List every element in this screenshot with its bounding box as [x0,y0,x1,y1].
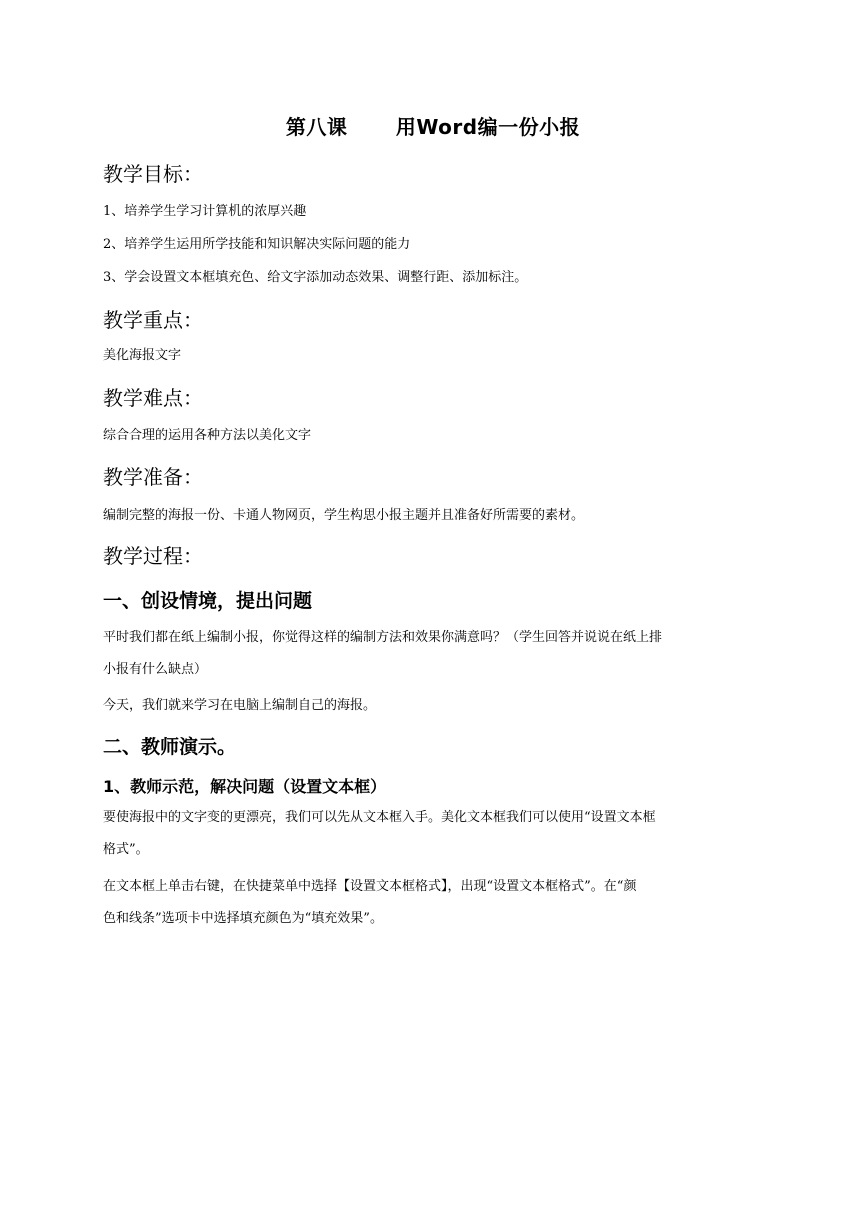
preparation-text: 编制完整的海报一份、卡通人物网页，学生构思小报主题并且准备好所需要的素材。 [103,508,585,523]
section-1-paragraph-1 [103,622,763,686]
key-points-heading: 教学重点： [103,308,203,332]
process-heading: 教学过程： [103,544,203,568]
section-1-heading: 一、创设情境，提出问题 [103,590,313,612]
section-1-paragraph-2-line-1: 今天，我们就来学习在电脑上编制自己的海报。 [103,698,377,713]
section-2-heading: 二、教师演示。 [103,736,237,758]
objective-item-1: 1、培养学生学习计算机的浓厚兴趣 [103,204,307,219]
section-1-paragraph-1-line-1: 平时我们都在纸上编制小报，你觉得这样的编制方法和效果你满意吗？（学生回答并说说在纸上排 [103,630,663,645]
subsection-1-paragraph-1-line-2: 格式”。 [103,842,149,857]
subsection-1-heading: 1、教师示范，解决问题（设置文本框） [103,777,387,796]
subsection-1-paragraph-1-line-1: 要使海报中的文字变的更漂亮，我们可以先从文本框入手。美化文本框我们可以使用“设置文本框 [103,810,656,825]
key-points-text: 美化海报文字 [103,348,182,363]
subsection-1-paragraph-2 [103,871,763,935]
difficulties-text: 综合合理的运用各种方法以美化文字 [103,428,312,443]
document-title: 第八课 用Word编一份小报 [285,115,581,139]
objective-item-3: 3、学会设置文本框填充色、给文字添加动态效果、调整行距、添加标注。 [103,270,528,285]
section-1-paragraph-1-line-2: 小报有什么缺点） [103,662,208,677]
section-1-paragraph-2 [103,690,763,722]
subsection-1-paragraph-1 [103,802,763,866]
objective-item-2: 2、培养学生运用所学技能和知识解决实际问题的能力 [103,237,411,252]
preparation-heading: 教学准备： [103,465,203,489]
objectives-heading: 教学目标： [103,162,203,186]
difficulties-heading: 教学难点： [103,386,203,410]
subsection-1-paragraph-2-line-1: 在文本框上单击右键，在快捷菜单中选择【设置文本框格式】，出现“设置文本框格式”。在“颜 [103,879,637,894]
subsection-1-paragraph-2-line-2: 色和线条”选项卡中选择填充颜色为“填充效果”。 [103,911,383,926]
